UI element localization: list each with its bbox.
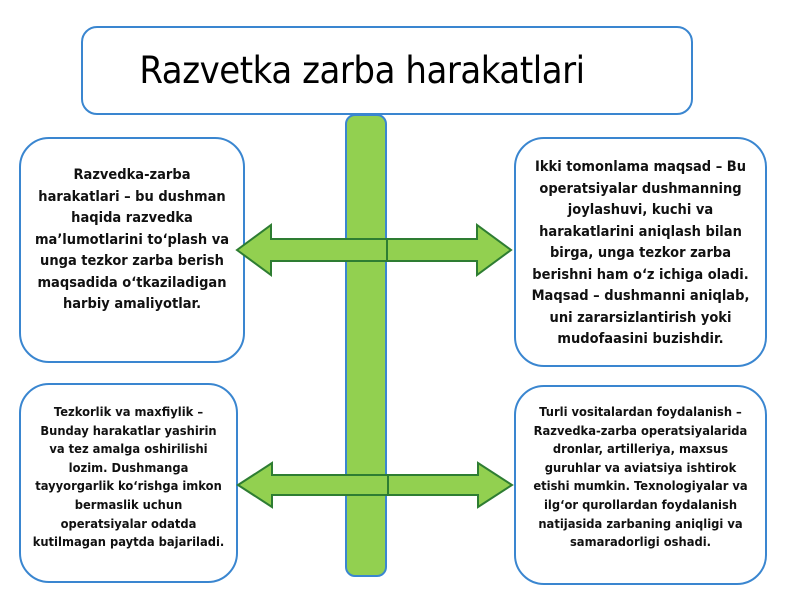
dual-purpose-text: Ikki tomonlama maqsad – Bu operatsiyalar dushmanning joylashuvi, kuchi va harakatlarini aniqlash bilan birga, unga tezkor zarba berishni ham o‘z ichiga oladi. Maqsad – dushmanni aniqlab, uni zararsizlantirish yoki mudofaasini buzishdir. — [531, 159, 750, 347]
double-arrow-upper-icon — [235, 221, 515, 281]
speed-secrecy-text: Tezkorlik va maxfiylik – Bunday harakatlar yashirin va tez amalga oshirilishi lozim. Dushmanga tayyorgarlik ko‘rishga imkon bermaslik uchun operatsiyalar odatda kutilmagan paytda bajariladi. — [32, 405, 225, 551]
double-arrow-lower-icon — [236, 460, 516, 510]
various-means-text: Turli vositalardan foydalanish – Razvedka-zarba operatsiyalarida dronlar, artilleriya, maxsus guruhlar va aviatsiya ishtirok etishi mumkin. Texnologiyalar va ilg‘or qurollardan foydalanish natijasida zarbaning aniqligi va samaradorligi oshadi. — [533, 405, 748, 551]
definition-box — [19, 137, 245, 363]
definition-text: Razvedka-zarba harakatlari – bu dushman haqida razvedka ma’lumotlarini to‘plash va unga tezkor zarba berish maqsadida o‘tkaziladigan harbiy amaliyotlar. — [34, 167, 230, 312]
diagram-title: Razvetka zarba harakatlari — [139, 49, 585, 92]
dual-purpose-box — [514, 137, 767, 367]
various-means-box — [514, 385, 767, 585]
title-box — [81, 26, 693, 115]
speed-secrecy-box — [19, 383, 238, 583]
